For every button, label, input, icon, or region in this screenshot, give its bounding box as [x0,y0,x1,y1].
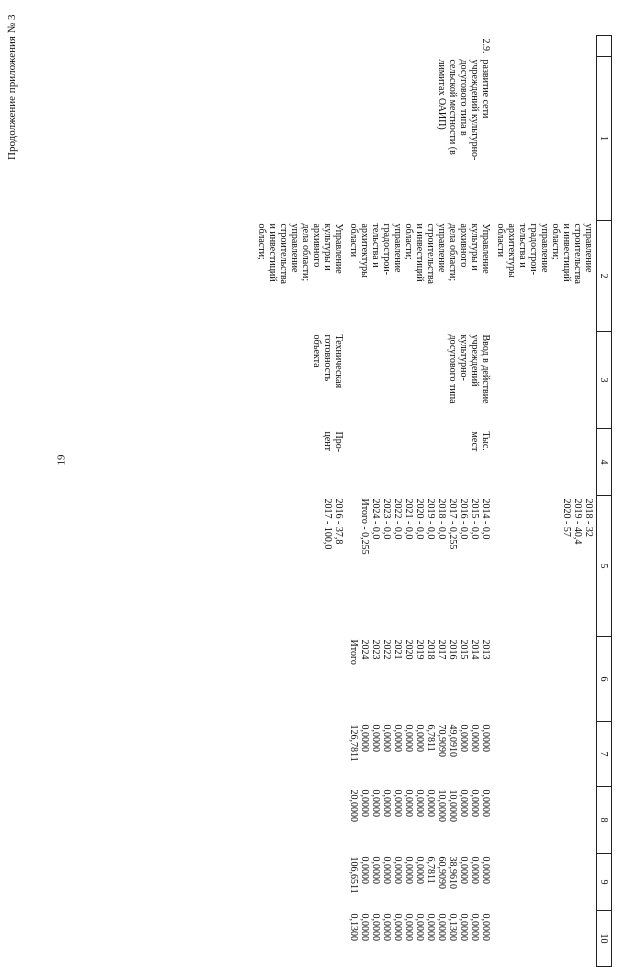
cell-line: и инвестиций [561,223,572,282]
cell-line: области [348,223,359,257]
program-measures-table [254,35,612,967]
cell-line: Техническая [333,334,344,389]
row-number: 2.9. [480,38,491,54]
cell-line: строительства [278,223,289,284]
cell-line: Итого [348,639,359,665]
cell-line: 2024 - 0,0 [370,498,381,540]
cell-line: управление [583,223,594,273]
cell-line: сельской местности (в [447,59,458,155]
cell-line: 2019 - 40,4 [572,498,583,545]
cell-line: архитектуры [506,223,517,278]
cell-line: 2015 [458,639,469,660]
cell-line: 0,0000 [414,724,425,752]
cell-line: 0,0000 [425,789,436,817]
cell-line: архивного [311,223,322,268]
funding-col-10-cell [346,911,493,967]
cell-line: культурно- [458,334,469,381]
indicator-values-cell [254,496,346,637]
header-col-8: 8 [597,787,612,854]
cell-line: 38,9610 [447,856,458,889]
cell-line: готовность [322,334,333,382]
cell-line: 0,0000 [403,789,414,817]
cell-line: 0,0000 [414,789,425,817]
cell-line: 0,0000 [458,789,469,817]
cell-line: 2016 [447,639,458,660]
cell-line: 0,0000 [414,913,425,941]
cell-line: 70,9090 [436,724,447,757]
cell-line: досугового типа в [458,59,469,136]
cell-line: 2021 [392,639,403,660]
table-row-2-9 [346,36,493,967]
cell-line: объекта [311,334,322,368]
cell-line: 0,0000 [469,913,480,941]
indicator-values-cell [493,496,597,637]
indicator-name-cell [346,332,493,429]
cell-line: Управление [480,223,491,274]
cell-line: 0,0000 [381,856,392,884]
funding-col-7-cell [346,722,493,787]
responsible-cell [493,221,597,332]
cell-line: учреждений [469,334,480,387]
cell-line: 0,0000 [392,913,403,941]
indicator-name-cell [254,332,346,429]
cell-line: 10,0000 [447,789,458,822]
cell-line: управление [539,223,550,273]
cell-line: 0,0000 [359,789,370,817]
cell-line: 0,0000 [480,913,491,941]
cell-line: Управление [333,223,344,274]
column-number-row [597,36,612,967]
unit-cell [346,429,493,496]
cell-line: 0,0000 [458,913,469,941]
cell-line: 2017 [436,639,447,660]
cell-line: 0,0000 [480,789,491,817]
cell-line: 0,0000 [403,856,414,884]
cell-line: 6,7811 [425,724,436,752]
cell-line: 2023 - 0,0 [381,498,392,540]
responsible-cell [254,221,346,332]
cell-line: 2022 [381,639,392,660]
cell-line: 0,0000 [480,856,491,884]
cell-line: культуры и [322,223,333,271]
cell-line: 49,0910 [447,724,458,757]
funding-col-8-cell [346,787,493,854]
cell-line: 2020 - 0,0 [414,498,425,540]
cell-line: 0,0000 [370,913,381,941]
cell-line: 0,0000 [469,789,480,817]
cell-line: строительства [425,223,436,284]
cell-line: 2020 [403,639,414,660]
cell-line: 0,0000 [370,724,381,752]
cell-line: 106,6511 [348,856,359,894]
cell-line: 2016 - 0,0 [458,498,469,540]
cell-line: 0,0000 [469,724,480,752]
cell-line: 2017 - 0,255 [447,498,458,550]
cell-line: градострои- [381,223,392,275]
indicator-values-cell [346,496,493,637]
cell-line: строительства [572,223,583,284]
header-col-10: 10 [597,911,612,967]
cell-line: 2015 - 0,0 [469,498,480,540]
cell-line: тельства и [370,223,381,268]
header-col-7: 7 [597,722,612,787]
cell-line: 0,0000 [458,724,469,752]
cell-line: 2013 [480,639,491,660]
cell-line: 126,7811 [348,724,359,762]
cell-line: 0,1300 [447,913,458,941]
cell-line: 0,0000 [392,856,403,884]
cell-line: 0,0000 [359,913,370,941]
cell-line: 2019 - 0,0 [425,498,436,540]
cell-line: 10,0000 [436,789,447,822]
cell-line: 2018 [425,639,436,660]
cell-line: 0,0000 [403,913,414,941]
funding-col-9-cell [346,854,493,911]
cell-line: 0,0000 [414,856,425,884]
cell-line: 2016 - 37,8 [333,498,344,545]
program-table-page [68,35,612,944]
cell-line: 2017 - 100,0 [322,498,333,550]
cell-line: 20,0000 [348,789,359,822]
years-cell [346,637,493,722]
cell-line: учреждений культурно- [469,59,480,161]
cell-line: 2023 [370,639,381,660]
cell-line: 0,0000 [392,789,403,817]
cell-line: культуры и [469,223,480,271]
cell-line: 0,0000 [359,856,370,884]
cell-line: 0,0000 [381,913,392,941]
header-col-9: 9 [597,854,612,911]
cell-line: области; [550,223,561,260]
cell-line: 2020 - 57 [561,498,572,537]
cell-line: 0,0000 [480,724,491,752]
cell-line: градострои- [528,223,539,275]
cell-line: развитие сети [480,59,491,119]
cell-line: 0,0000 [381,789,392,817]
cell-line: 2019 [414,639,425,660]
cell-line: 60,9090 [436,856,447,889]
header-col-5: 5 [597,496,612,637]
header-col-1: 1 [597,57,612,221]
cell-line: мест [469,431,480,452]
measure-name-cell [346,57,493,221]
cell-line: дела области; [447,223,458,282]
cell-line: и инвестиций [267,223,278,282]
cell-line: Ввод в действие [480,334,491,404]
cell-line: управление [392,223,403,273]
cell-line: 0,1300 [348,913,359,941]
table-row-continuation [493,36,597,967]
header-col-6: 6 [597,637,612,722]
cell-line: области; [256,223,267,260]
page-number: 19 [55,454,68,466]
cell-line: 0,0000 [370,856,381,884]
cell-line: лимитах ОАИП) [436,59,447,130]
cell-line: 0,0000 [469,856,480,884]
responsible-cell [346,221,493,332]
cell-line: и инвестиций [414,223,425,282]
cell-line: области; [403,223,414,260]
cell-line: Тыс. [480,431,491,451]
header-col-2: 2 [597,221,612,332]
cell-line: 2024 [359,639,370,660]
cell-line: 0,0000 [458,856,469,884]
cell-line: области [495,223,506,257]
cell-line: 2021 - 0,0 [403,498,414,540]
cell-line: 2018 - 0,0 [436,498,447,540]
cell-line: 2014 [469,639,480,660]
cell-line: 0,0000 [381,724,392,752]
cell-line: управление [289,223,300,273]
cell-line: 0,0000 [425,913,436,941]
cell-line: досугового типа [447,334,458,404]
cell-line: 0,0000 [403,724,414,752]
cell-line: 0,0000 [370,789,381,817]
cell-line: 2014 - 0,0 [480,498,491,540]
cell-line: 0,0000 [436,913,447,941]
cell-line: управление [436,223,447,273]
cell-line: архитектуры [359,223,370,278]
cell-line: цент [322,431,333,452]
cell-line: тельства и [517,223,528,268]
header-row-number-spacer [597,36,612,57]
cell-line: 0,0000 [392,724,403,752]
header-col-4: 4 [597,429,612,496]
header-col-3: 3 [597,332,612,429]
cell-line: 2022 - 0,0 [392,498,403,540]
appendix-continuation-note: Продолжение приложения № 3 [6,14,18,160]
unit-cell [254,429,346,496]
cell-line: архивного [458,223,469,268]
cell-line: 0,0000 [359,724,370,752]
cell-line: Про- [333,431,344,453]
cell-line: 6,7811 [425,856,436,884]
cell-line: 2018 - 32 [583,498,594,537]
cell-line: дела области; [300,223,311,282]
table-row-2-9-readiness [254,36,346,967]
cell-line: Итого - 0,255 [359,498,370,555]
